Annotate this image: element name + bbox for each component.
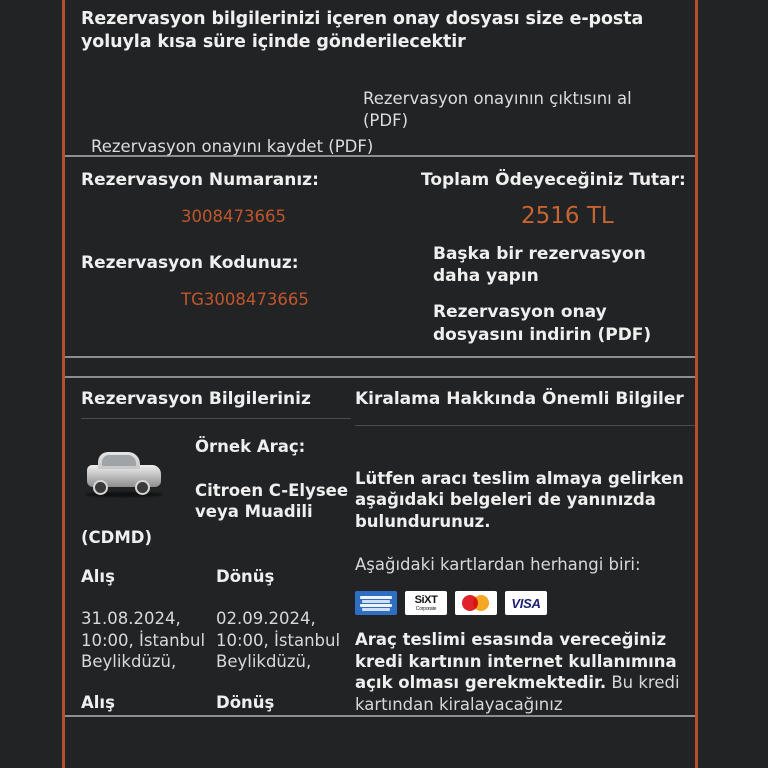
cards-intro: Aşağıdaki kartlardan herhangi biri: xyxy=(355,555,641,574)
pickup-value: 31.08.2024, 10:00, İstanbul Beylikdüzü, xyxy=(81,608,206,672)
reservation-summary-box xyxy=(65,155,695,357)
dropoff-heading: Dönüş xyxy=(216,566,275,586)
sixt-corporate-icon xyxy=(405,591,447,615)
pickup-column xyxy=(81,567,216,712)
details-left-title: Rezervasyon Bilgileriniz xyxy=(81,388,311,409)
total-amount-value: 2516 TL xyxy=(521,203,614,230)
dropoff-value: 02.09.2024, 10:00, İstanbul Beylikdüzü, xyxy=(216,608,341,672)
dropoff-column xyxy=(216,567,351,712)
credit-card-note-bold: Araç teslimi esasında vereceğiniz kredi kartının internet kullanımına açık olması gerekmektedir. xyxy=(355,630,677,693)
mastercard-icon xyxy=(455,591,497,615)
car-model: Citroen C-Elysee veya Muadili xyxy=(195,480,349,521)
divider xyxy=(355,425,695,426)
page-title: Rezervasyon bilgilerinizi içeren onay dosyası size e-posta yoluyla kısa süre içinde gönderilecektir xyxy=(81,9,644,52)
trip-dates xyxy=(81,567,351,712)
reservation-number-label: Rezervasyon Numaranız: xyxy=(81,170,319,191)
accepted-cards xyxy=(355,591,695,615)
print-confirmation-pdf-link[interactable]: Rezervasyon onayının çıktısını al (PDF) xyxy=(363,89,632,131)
divider xyxy=(81,418,351,419)
american-express-icon xyxy=(355,591,397,615)
total-amount-label: Toplam Ödeyeceğiniz Tutar: xyxy=(421,170,686,191)
pickup-heading-repeat: Alış xyxy=(81,693,115,713)
reservation-number-value: 3008473665 xyxy=(181,207,286,227)
vehicle-info xyxy=(167,437,351,522)
reservation-code-value: TG3008473665 xyxy=(181,290,309,310)
credit-card-note-rest: Bu kredi kartından kiralayacağınız xyxy=(355,673,680,714)
new-reservation-link[interactable]: Başka bir rezervasyon daha yapın xyxy=(433,244,646,287)
save-confirmation-pdf-link[interactable]: Rezervasyon onayını kaydet (PDF) xyxy=(91,137,374,157)
sixt-sub: Corporate xyxy=(415,605,437,612)
spacer xyxy=(81,226,387,252)
details-right-column xyxy=(351,388,695,716)
documents-notice: Lütfen aracı teslim almaya gelirken aşağıdaki belgeleri de yanınızda bulundurunuz. xyxy=(355,468,684,531)
sixt-wordmark: SiXT xyxy=(414,593,438,606)
reservation-summary-grid xyxy=(65,157,695,355)
section-gap xyxy=(65,358,695,376)
visa-icon xyxy=(505,591,547,615)
download-confirmation-pdf-link[interactable]: Rezervasyon onay dosyasını indirin (PDF) xyxy=(433,302,652,345)
pdf-links-block xyxy=(65,67,695,155)
reservation-details-box xyxy=(65,376,695,718)
vehicle-row xyxy=(81,437,351,522)
dropoff-heading-repeat: Dönüş xyxy=(216,693,275,713)
car-code: (CDMD) xyxy=(81,527,153,547)
summary-right-column xyxy=(387,169,695,345)
sample-car-label: Örnek Araç: xyxy=(195,436,306,456)
summary-left-column xyxy=(65,169,387,345)
details-left-column xyxy=(65,388,351,716)
reservation-confirmation-panel xyxy=(62,0,698,768)
pickup-heading: Alış xyxy=(81,566,115,586)
details-grid xyxy=(65,378,695,716)
car-photo xyxy=(81,445,167,499)
credit-card-note xyxy=(355,629,695,715)
visa-wordmark: VISA xyxy=(511,595,541,611)
reservation-code-label: Rezervasyon Kodunuz: xyxy=(81,253,299,274)
details-right-title: Kiralama Hakkında Önemli Bilgiler xyxy=(355,388,684,409)
